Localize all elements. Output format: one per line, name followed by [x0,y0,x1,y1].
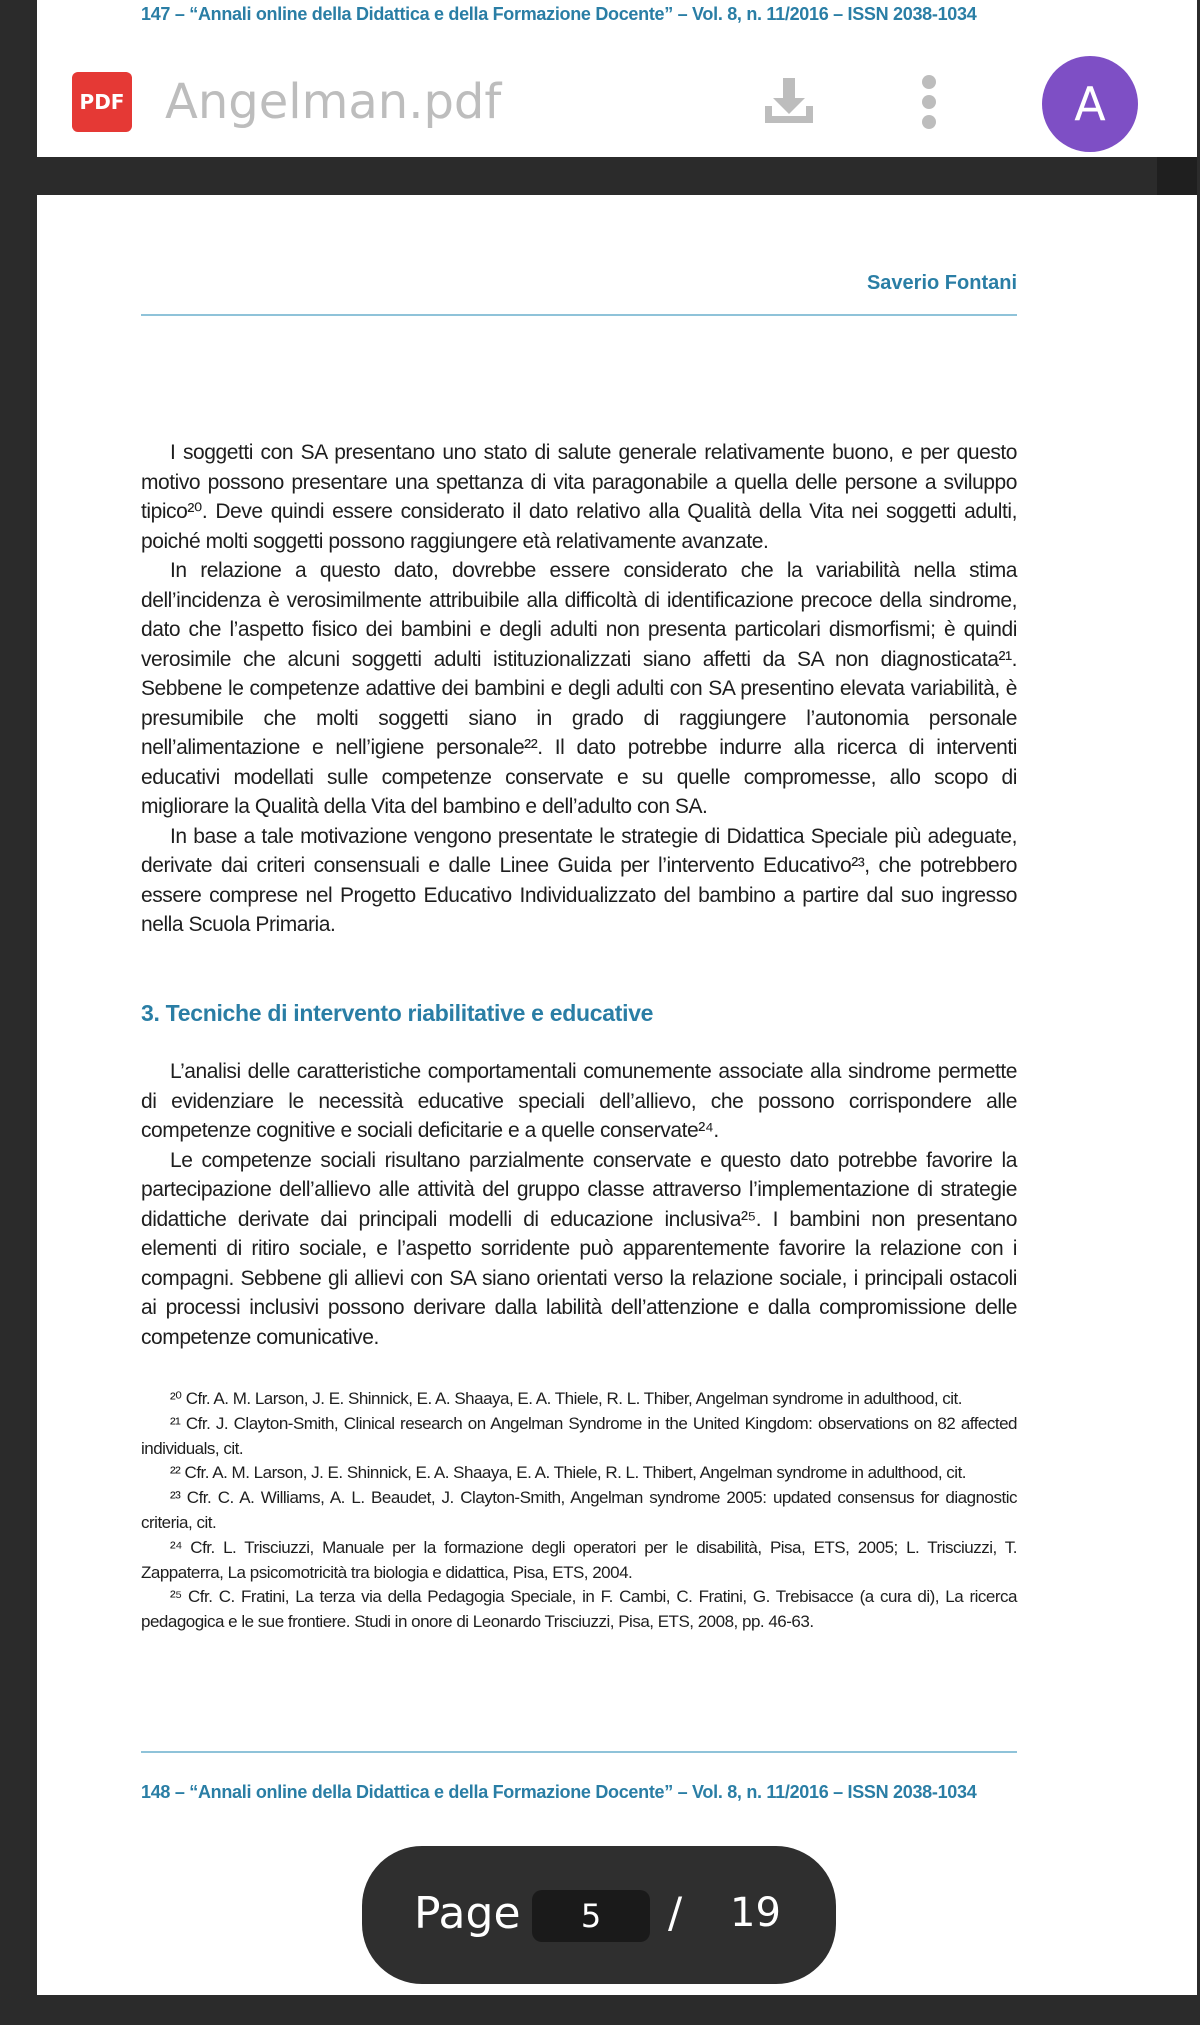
pdf-page [37,0,1197,1995]
footnote: ²² Cfr. A. M. Larson, J. E. Shinnick, E. A. Shaaya, E. A. Thiele, R. L. Thibert, Angelman syndrome in adulthood, cit. [170,1463,967,1483]
section-body-text [141,1057,1017,1352]
paragraph: In base a tale motivazione vengono presentate le strategie di Didattica Speciale più adeguate, derivate dai criteri consensuali e dalle Linee Guida per l’intervento Educativo²³, che potrebbero essere comprese nel Progetto Educativo Individualizzato del bambino a partire dal suo ingresso nella Scuola Primaria. [141,824,1017,936]
footnote: ²¹ Cfr. J. Clayton-Smith, Clinical research on Angelman Syndrome in the United Kingdom: observations on 82 affected individuals, cit. [141,1413,1017,1458]
more-vertical-icon [897,70,961,134]
page-gap [37,157,1197,195]
page-navigator [362,1846,836,1984]
paragraph: In relazione a questo dato, dovrebbe essere considerato che la variabilità nella stima dell’incidenza è verosimilmente attribuibile alla difficoltà di identificazione precoce della sindrome, dato che l’aspetto fisico dei bambini e degli adulti non presenta particolari dismorfismi; è quindi verosimile che alcuni soggetti adulti istituzionalizzati siano affetti da SA non diagnosticata²¹. Sebbene le competenze adattive dei bambini e degli adulti con SA presentino elevata variabilità, è presumibile che molti soggetti siano in grado di raggiungere l’autonomia personale nell’alimentazione e nell’igiene personale²². Il dato potrebbe indurre alla ricerca di interventi educativi modellati sulle competenze conservate e su quelle compromesse, allo scopo di migliorare la Qualità della Vita del bambino e dell’adulto con SA. [141,559,1017,818]
footnote: ²³ Cfr. C. A. Williams, A. L. Beaudet, J. Clayton-Smith, Angelman syndrome 2005: updated consensus for diagnostic criteria, cit. [141,1488,1017,1532]
footnote: ²⁵ Cfr. C. Fratini, La terza via della Pedagogia Speciale, in F. Cambi, C. Fratini, G. Trebisacce (a cura di), La ricerca pedagogica e le sue frontiere. Studi in onore di Leonardo Trisciuzzi, Pisa, ETS, 2008, pp. 46-63. [141,1587,1017,1632]
footnote: ²⁰ Cfr. A. M. Larson, J. E. Shinnick, E. A. Shaaya, E. A. Thiele, R. L. Thiber, Angelman syndrome in adulthood, cit. [170,1389,963,1408]
footnotes [141,1387,1017,1635]
header-rule [141,314,1017,316]
page-footer: 148 – “Annali online della Didattica e della Formazione Docente” – Vol. 8, n. 11/2016 – ISSN 2038-1034 [141,1782,977,1802]
previous-page-footer: 147 – “Annali online della Didattica e della Formazione Docente” – Vol. 8, n. 11/2016 – ISSN 2038-1034 [141,4,977,24]
page-separator: / [668,1888,683,1937]
paragraph: Le competenze sociali risultano parzialmente conservate e questo dato potrebbe favorire la partecipazione dell’allievo alle attività del gruppo classe attraverso l’implementazione di strategie didattiche derivate dai principali modelli di educazione inclusiva²⁵. I bambini non presentano elementi di ritiro sociale, e l’aspetto sorridente può apparentemente favorire la relazione con i compagni. Sebbene gli allievi con SA siano orientati verso la relazione sociale, i principali ostacoli ai processi inclusivi possono derivare dalla labilità dell’attenzione e dalla compromissione delle competenze comunicative. [141,1148,1017,1349]
more-options-button[interactable] [897,70,961,134]
file-name: Angelman.pdf [165,74,502,130]
pdf-file-icon: PDF [72,72,132,132]
current-page-input[interactable] [532,1890,650,1942]
paragraph: L’analisi delle caratteristiche comportamentali comunemente associate alla sindrome permette di evidenziare le necessità educative speciali dell’allievo, che possono corrispondere alle competenze cognitive e sociali deficitarie e a quelle conservate²⁴. [141,1060,1017,1142]
body-text [141,438,1017,940]
download-icon [757,70,821,134]
total-pages: 19 [730,1890,781,1936]
footer-rule [141,1751,1017,1753]
download-button[interactable] [757,70,821,134]
viewer-toolbar [37,40,1197,160]
paragraph: I soggetti con SA presentano uno stato di salute generale relativamente buono, e per questo motivo possono presentare una spettanza di vita paragonabile a quella delle persone a sviluppo tipico²⁰. Deve quindi essere considerato il dato relativo alla Qualità della Vita nei soggetti adulti, poiché molti soggetti possono raggiungere età relativamente avanzate. [141,441,1017,553]
running-head-author: Saverio Fontani [866,272,1017,294]
scrollbar-track[interactable] [1157,157,1197,195]
section-title: 3. Tecniche di intervento riabilitative e educative [141,1000,654,1026]
account-avatar[interactable]: A [1042,56,1138,152]
footnote: ²⁴ Cfr. L. Trisciuzzi, Manuale per la formazione degli operatori per le disabilità, Pisa, ETS, 2005; L. Trisciuzzi, T. Zappaterra, La psicomotricità tra biologia e didattica, Pisa, ETS, 2004. [141,1537,1017,1582]
page-label: Page [414,1888,521,1939]
